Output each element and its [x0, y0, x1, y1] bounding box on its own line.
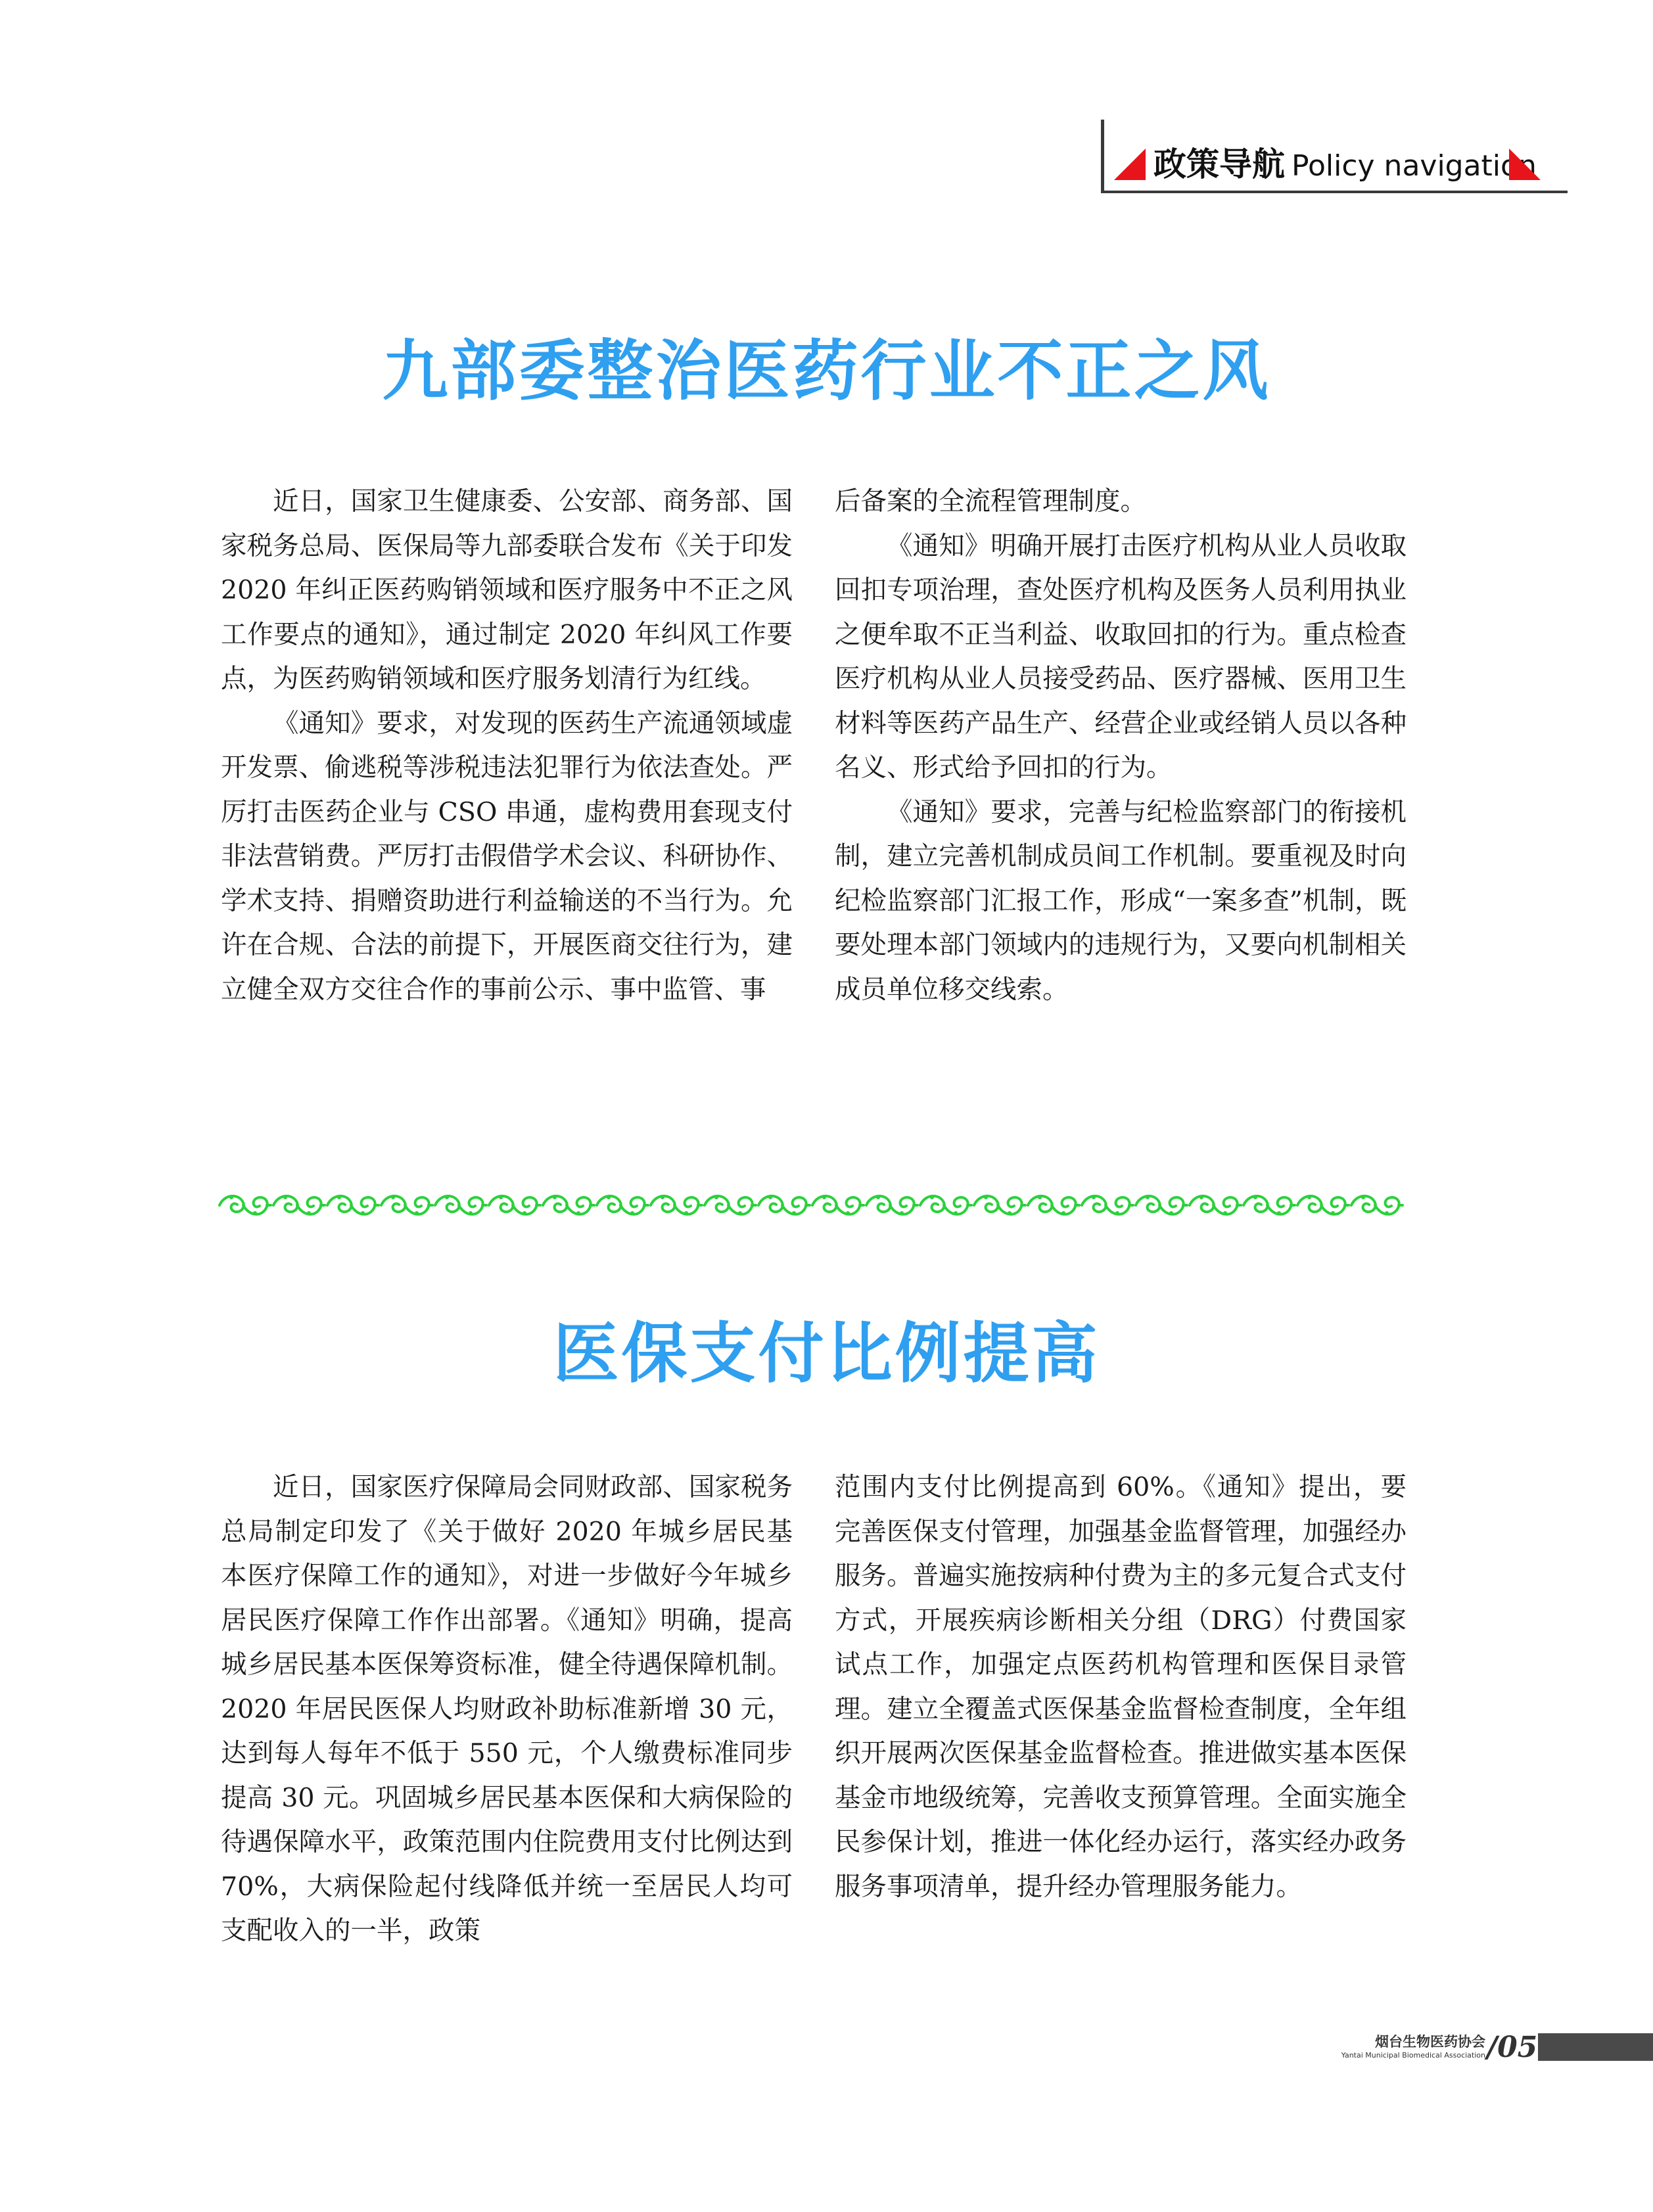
section-title-en: Policy navigation [1292, 149, 1537, 183]
footer-organization [1308, 2033, 1485, 2061]
article-2-paragraph-1-continued: 范围内支付比例提高到 60%。《通知》提出，要完善医保支付管理，加强基金监督管理，加强经办服务。普遍实施按病种付费为主的多元复合式支付方式，开展疾病诊断相关分组（DRG）付费国家试点工作，加强定点医药机构管理和医保目录管理。建立全覆盖式医保基金监督检查制度，全年组织开展两次医保基金监督检查。推进做实基本医保基金市地级统筹，完善收支预算管理。全面实施全民参保计划，推进一体化经办运行，落实经办政务服务事项清单，提升经办管理服务能力。 [835, 1472, 1407, 1902]
floral-divider-icon [217, 1191, 1410, 1220]
article-1-column-2 [835, 480, 1407, 1111]
header-vertical-rule [1101, 120, 1104, 193]
footer-bar [1538, 2033, 1653, 2061]
article-1-paragraph-2-continued: 后备案的全流程管理制度。 [835, 486, 1146, 517]
footer-org-en: Yantai Municipal Biomedical Association [1341, 2051, 1485, 2060]
article-2-column-2 [835, 1465, 1407, 2031]
triangle-right-icon [1509, 149, 1541, 180]
article-2-column-1 [221, 1465, 793, 2031]
article-1-paragraph-3: 《通知》明确开展打击医疗机构从业人员收取回扣专项治理，查处医疗机构及医务人员利用执业之便牟取不正当利益、收取回扣的行为。重点检查医疗机构从业人员接受药品、医疗器械、医用卫生材料等医药产品生产、经营企业或经销人员以各种名义、形式给予回扣的行为。 [835, 530, 1407, 783]
article-1-paragraph-2: 《通知》要求，对发现的医药生产流通领域虚开发票、偷逃税等涉税违法犯罪行为依法查处。严厉打击医药企业与 CSO 串通，虚构费用套现支付非法营销费。严厉打击假借学术会议、科研协作、学术支持、捐赠资助进行利益输送的不当行为。允许在合规、合法的前提下，开展医商交往行为，建立健全双方交往合作的事前公示、事中监管、事 [221, 708, 793, 1005]
article-2-paragraph-1: 近日，国家医疗保障局会同财政部、国家税务总局制定印发了《关于做好 2020 年城乡居民基本医疗保障工作的通知》，对进一步做好今年城乡居民医疗保障工作作出部署。《通知》明确，提高城乡居民基本医保筹资标准，健全待遇保障机制。2020 年居民医保人均财政补助标准新增 30 元，达到每人每年不低于 550 元，个人缴费标准同步提高 30 元。巩固城乡居民基本医保和大病保险的待遇保障水平，政策范围内住院费用支付比例达到 70%，大病保险起付线降低并统一至居民人均可支配收入的一半，政策 [221, 1472, 793, 1946]
page-number: /05 [1487, 2031, 1538, 2064]
section-title-zh: 政策导航 [1153, 145, 1285, 183]
article-1-column-1 [221, 480, 793, 1111]
footer-org-zh: 烟台生物医药协会 [1375, 2034, 1485, 2050]
section-header [1153, 143, 1537, 185]
triangle-left-icon [1114, 149, 1146, 180]
article-1-paragraph-1: 近日，国家卫生健康委、公安部、商务部、国家税务总局、医保局等九部委联合发布《关于印发 2020 年纠正医药购销领域和医疗服务中不正之风工作要点的通知》，通过制定 2020 年纠风工作要点，为医药购销领域和医疗服务划清行为红线。 [221, 486, 793, 694]
article-2-title: 医保支付比例提高 [553, 1315, 1100, 1392]
article-1-title: 九部委整治医药行业不正之风 [382, 333, 1271, 409]
article-1-paragraph-4: 《通知》要求，完善与纪检监察部门的衔接机制，建立完善机制成员间工作机制。要重视及时向纪检监察部门汇报工作，形成“一案多查”机制，既要处理本部门领域内的违规行为，又要向机制相关成员单位移交线索。 [835, 796, 1407, 1005]
header-horizontal-rule [1101, 191, 1568, 193]
